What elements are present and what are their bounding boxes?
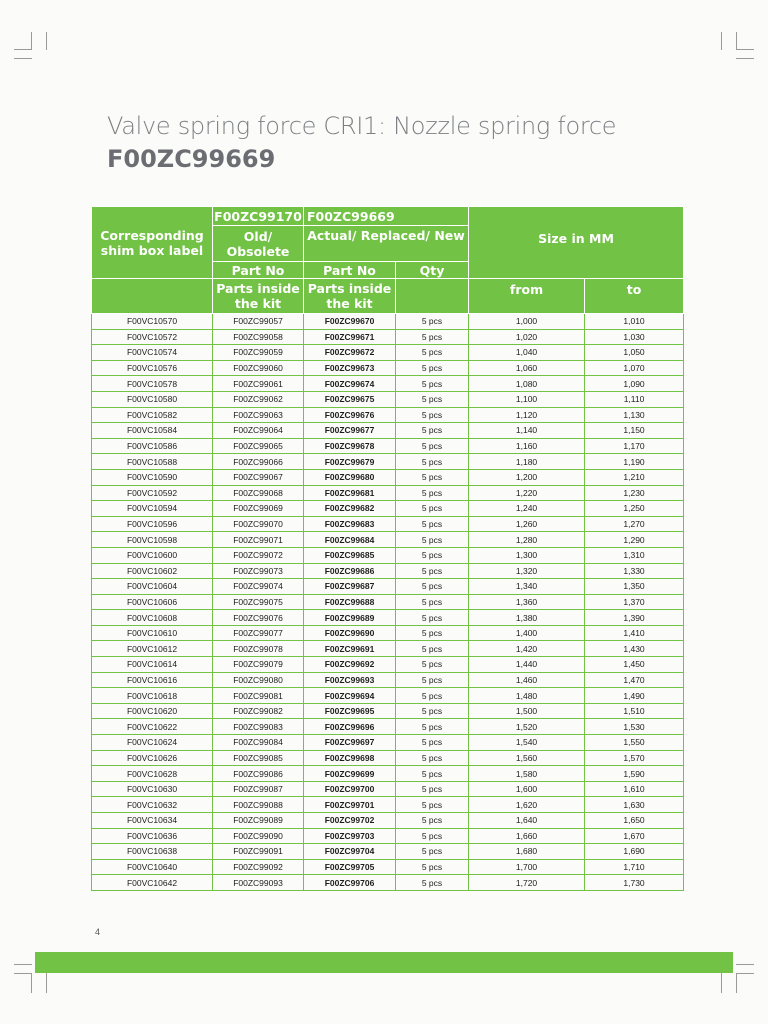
size-from-cell: 1,380 (469, 610, 585, 626)
table-row (92, 859, 684, 875)
qty-cell: 5 pcs (396, 423, 469, 439)
shim-box-label-header: Corresponding shim box label (92, 207, 213, 279)
page-number: 4 (95, 927, 101, 937)
qty-cell: 5 pcs (396, 469, 469, 485)
table-header (92, 207, 684, 314)
old-part-cell: F00ZC99062 (213, 391, 304, 407)
new-part-cell: F00ZC99686 (304, 563, 396, 579)
new-part-cell: F00ZC99687 (304, 579, 396, 595)
table-row (92, 750, 684, 766)
new-part-cell: F00ZC99704 (304, 844, 396, 860)
new-part-cell: F00ZC99703 (304, 828, 396, 844)
size-from-cell: 1,540 (469, 735, 585, 751)
old-part-cell: F00ZC99078 (213, 641, 304, 657)
table-row (92, 672, 684, 688)
qty-cell: 5 pcs (396, 672, 469, 688)
shim-label-cell: F00VC10612 (92, 641, 213, 657)
table-row (92, 735, 684, 751)
size-to-cell: 1,030 (585, 329, 684, 345)
footer-bar (35, 952, 733, 973)
shim-label-cell: F00VC10582 (92, 407, 213, 423)
table-row (92, 329, 684, 345)
size-to-cell: 1,450 (585, 657, 684, 673)
table-row (92, 501, 684, 517)
table-row (92, 376, 684, 392)
size-to-cell: 1,510 (585, 703, 684, 719)
kit-old-number: F00ZC99170 (214, 208, 302, 224)
old-part-cell: F00ZC99087 (213, 781, 304, 797)
shim-label-cell: F00VC10632 (92, 797, 213, 813)
shim-label-cell: F00VC10600 (92, 547, 213, 563)
size-from-cell: 1,220 (469, 485, 585, 501)
shim-label-cell: F00VC10614 (92, 657, 213, 673)
size-from-cell: 1,080 (469, 376, 585, 392)
size-to-cell: 1,130 (585, 407, 684, 423)
qty-cell: 5 pcs (396, 407, 469, 423)
new-part-cell: F00ZC99672 (304, 345, 396, 361)
size-to-cell: 1,010 (585, 314, 684, 330)
qty-cell: 5 pcs (396, 828, 469, 844)
size-to-cell: 1,230 (585, 485, 684, 501)
size-to-cell: 1,350 (585, 579, 684, 595)
qty-cell: 5 pcs (396, 516, 469, 532)
size-from-cell: 1,000 (469, 314, 585, 330)
table-row (92, 532, 684, 548)
table-row (92, 469, 684, 485)
new-part-cell: F00ZC99696 (304, 719, 396, 735)
size-to-cell: 1,150 (585, 423, 684, 439)
size-from-cell: 1,520 (469, 719, 585, 735)
qty-cell: 5 pcs (396, 657, 469, 673)
new-part-cell: F00ZC99690 (304, 625, 396, 641)
old-part-cell: F00ZC99060 (213, 360, 304, 376)
old-part-cell: F00ZC99075 (213, 594, 304, 610)
size-from-cell: 1,340 (469, 579, 585, 595)
size-to-cell: 1,470 (585, 672, 684, 688)
new-part-cell: F00ZC99692 (304, 657, 396, 673)
size-to-cell: 1,410 (585, 625, 684, 641)
size-from-cell: 1,200 (469, 469, 585, 485)
qty-cell: 5 pcs (396, 547, 469, 563)
table-row (92, 797, 684, 813)
qty-cell: 5 pcs (396, 454, 469, 470)
size-from-cell: 1,480 (469, 688, 585, 704)
old-part-cell: F00ZC99064 (213, 423, 304, 439)
size-to-cell: 1,670 (585, 828, 684, 844)
old-part-cell: F00ZC99086 (213, 766, 304, 782)
qty-cell: 5 pcs (396, 501, 469, 517)
table-row (92, 579, 684, 595)
size-to-cell: 1,590 (585, 766, 684, 782)
old-part-cell: F00ZC99090 (213, 828, 304, 844)
size-from-cell: 1,460 (469, 672, 585, 688)
size-to-cell: 1,270 (585, 516, 684, 532)
new-part-cell: F00ZC99702 (304, 813, 396, 829)
old-part-cell: F00ZC99081 (213, 688, 304, 704)
shim-label-cell: F00VC10570 (92, 314, 213, 330)
old-part-cell: F00ZC99065 (213, 438, 304, 454)
new-part-cell: F00ZC99705 (304, 859, 396, 875)
table-row (92, 828, 684, 844)
shim-label-cell: F00VC10594 (92, 501, 213, 517)
shim-label-cell: F00VC10610 (92, 625, 213, 641)
new-part-cell: F00ZC99700 (304, 781, 396, 797)
size-from-cell: 1,140 (469, 423, 585, 439)
size-from-cell: 1,160 (469, 438, 585, 454)
qty-cell: 5 pcs (396, 844, 469, 860)
qty-cell: 5 pcs (396, 719, 469, 735)
size-to-cell: 1,170 (585, 438, 684, 454)
qty-cell: 5 pcs (396, 766, 469, 782)
new-part-cell: F00ZC99682 (304, 501, 396, 517)
qty-cell: 5 pcs (396, 345, 469, 361)
size-to-cell: 1,330 (585, 563, 684, 579)
size-to-cell: 1,430 (585, 641, 684, 657)
qty-cell: 5 pcs (396, 376, 469, 392)
new-part-cell: F00ZC99694 (304, 688, 396, 704)
size-from-cell: 1,720 (469, 875, 585, 891)
shim-label-cell: F00VC10628 (92, 766, 213, 782)
table-body (92, 314, 684, 891)
old-part-cell: F00ZC99092 (213, 859, 304, 875)
size-to-cell: 1,630 (585, 797, 684, 813)
old-part-cell: F00ZC99057 (213, 314, 304, 330)
old-part-cell: F00ZC99070 (213, 516, 304, 532)
size-from-cell: 1,300 (469, 547, 585, 563)
shim-label-cell: F00VC10618 (92, 688, 213, 704)
old-part-cell: F00ZC99085 (213, 750, 304, 766)
old-part-cell: F00ZC99076 (213, 610, 304, 626)
new-part-cell: F00ZC99688 (304, 594, 396, 610)
old-obsolete-header: Old/ Obsolete (213, 226, 304, 262)
qty-cell: 5 pcs (396, 735, 469, 751)
qty-cell: 5 pcs (396, 875, 469, 891)
qty-header-spacer (396, 279, 469, 314)
shim-label-cell: F00VC10642 (92, 875, 213, 891)
part-no-old-header: Part No (213, 262, 304, 279)
shim-label-cell: F00VC10578 (92, 376, 213, 392)
size-from-cell: 1,020 (469, 329, 585, 345)
shim-label-cell: F00VC10616 (92, 672, 213, 688)
old-part-cell: F00ZC99072 (213, 547, 304, 563)
size-to-cell: 1,190 (585, 454, 684, 470)
new-part-cell: F00ZC99671 (304, 329, 396, 345)
size-from-cell: 1,560 (469, 750, 585, 766)
qty-cell: 5 pcs (396, 438, 469, 454)
page-subtitle-part-number: F00ZC99669 (107, 145, 276, 173)
size-to-cell: 1,210 (585, 469, 684, 485)
shim-label-cell: F00VC10574 (92, 345, 213, 361)
shim-label-cell: F00VC10596 (92, 516, 213, 532)
new-part-cell: F00ZC99691 (304, 641, 396, 657)
qty-cell: 5 pcs (396, 859, 469, 875)
parts-inside-new-header: Parts inside the kit (304, 279, 396, 314)
actual-replaced-new-header: Actual/ Replaced/ New (304, 226, 469, 262)
table-row (92, 844, 684, 860)
old-part-cell: F00ZC99079 (213, 657, 304, 673)
new-part-cell: F00ZC99675 (304, 391, 396, 407)
size-to-cell: 1,050 (585, 345, 684, 361)
qty-cell: 5 pcs (396, 688, 469, 704)
size-from-cell: 1,440 (469, 657, 585, 673)
parts-inside-old-header: Parts inside the kit (213, 279, 304, 314)
size-from-cell: 1,640 (469, 813, 585, 829)
size-to-cell: 1,490 (585, 688, 684, 704)
size-from-cell: 1,700 (469, 859, 585, 875)
size-from-cell: 1,040 (469, 345, 585, 361)
old-part-cell: F00ZC99059 (213, 345, 304, 361)
shim-label-cell: F00VC10604 (92, 579, 213, 595)
size-to-cell: 1,370 (585, 594, 684, 610)
new-part-cell: F00ZC99683 (304, 516, 396, 532)
size-to-cell: 1,570 (585, 750, 684, 766)
qty-cell: 5 pcs (396, 750, 469, 766)
from-header: from (469, 279, 585, 314)
table-row (92, 719, 684, 735)
shim-label-cell: F00VC10638 (92, 844, 213, 860)
table-row (92, 657, 684, 673)
qty-cell: 5 pcs (396, 781, 469, 797)
size-to-cell: 1,650 (585, 813, 684, 829)
qty-cell: 5 pcs (396, 391, 469, 407)
old-part-cell: F00ZC99077 (213, 625, 304, 641)
old-part-cell: F00ZC99082 (213, 703, 304, 719)
table-row (92, 594, 684, 610)
shim-header-spacer (92, 279, 213, 314)
size-to-cell: 1,550 (585, 735, 684, 751)
table-row (92, 516, 684, 532)
old-part-cell: F00ZC99071 (213, 532, 304, 548)
table-row (92, 625, 684, 641)
new-part-cell: F00ZC99695 (304, 703, 396, 719)
size-from-cell: 1,320 (469, 563, 585, 579)
old-part-cell: F00ZC99080 (213, 672, 304, 688)
new-part-cell: F00ZC99676 (304, 407, 396, 423)
size-to-cell: 1,070 (585, 360, 684, 376)
size-from-cell: 1,260 (469, 516, 585, 532)
new-part-cell: F00ZC99677 (304, 423, 396, 439)
old-part-cell: F00ZC99058 (213, 329, 304, 345)
shim-label-cell: F00VC10624 (92, 735, 213, 751)
qty-cell: 5 pcs (396, 610, 469, 626)
new-part-cell: F00ZC99674 (304, 376, 396, 392)
size-to-cell: 1,310 (585, 547, 684, 563)
new-part-cell: F00ZC99699 (304, 766, 396, 782)
shim-label-cell: F00VC10580 (92, 391, 213, 407)
new-part-cell: F00ZC99701 (304, 797, 396, 813)
shim-label-cell: F00VC10636 (92, 828, 213, 844)
old-part-cell: F00ZC99089 (213, 813, 304, 829)
table-row (92, 485, 684, 501)
shim-label-cell: F00VC10572 (92, 329, 213, 345)
table-row (92, 360, 684, 376)
qty-cell: 5 pcs (396, 485, 469, 501)
shim-label-cell: F00VC10626 (92, 750, 213, 766)
new-part-cell: F00ZC99673 (304, 360, 396, 376)
size-in-mm-header: Size in MM (469, 207, 684, 279)
size-from-cell: 1,360 (469, 594, 585, 610)
size-from-cell: 1,500 (469, 703, 585, 719)
new-part-cell: F00ZC99679 (304, 454, 396, 470)
size-from-cell: 1,420 (469, 641, 585, 657)
size-to-cell: 1,390 (585, 610, 684, 626)
new-part-cell: F00ZC99693 (304, 672, 396, 688)
table-row (92, 641, 684, 657)
shim-label-cell: F00VC10622 (92, 719, 213, 735)
old-part-cell: F00ZC99074 (213, 579, 304, 595)
size-from-cell: 1,580 (469, 766, 585, 782)
new-part-cell: F00ZC99681 (304, 485, 396, 501)
old-part-cell: F00ZC99068 (213, 485, 304, 501)
spring-force-table (91, 206, 684, 891)
size-from-cell: 1,280 (469, 532, 585, 548)
qty-cell: 5 pcs (396, 594, 469, 610)
shim-label-cell: F00VC10598 (92, 532, 213, 548)
old-part-cell: F00ZC99067 (213, 469, 304, 485)
shim-label-cell: F00VC10640 (92, 859, 213, 875)
size-to-cell: 1,710 (585, 859, 684, 875)
size-to-cell: 1,110 (585, 391, 684, 407)
old-part-cell: F00ZC99069 (213, 501, 304, 517)
table-row (92, 438, 684, 454)
size-to-cell: 1,250 (585, 501, 684, 517)
qty-cell: 5 pcs (396, 314, 469, 330)
table-row (92, 547, 684, 563)
qty-cell: 5 pcs (396, 813, 469, 829)
qty-cell: 5 pcs (396, 625, 469, 641)
qty-cell: 5 pcs (396, 703, 469, 719)
table-row (92, 610, 684, 626)
shim-label-cell: F00VC10608 (92, 610, 213, 626)
new-part-cell: F00ZC99685 (304, 547, 396, 563)
size-to-cell: 1,090 (585, 376, 684, 392)
qty-cell: 5 pcs (396, 329, 469, 345)
qty-header: Qty (396, 262, 469, 279)
shim-label-cell: F00VC10620 (92, 703, 213, 719)
page-title: Valve spring force CRI1: Nozzle spring force (107, 112, 617, 140)
table-row (92, 454, 684, 470)
table-row (92, 314, 684, 330)
new-part-cell: F00ZC99684 (304, 532, 396, 548)
new-part-cell: F00ZC99698 (304, 750, 396, 766)
size-from-cell: 1,240 (469, 501, 585, 517)
shim-label-cell: F00VC10586 (92, 438, 213, 454)
old-part-cell: F00ZC99084 (213, 735, 304, 751)
table-row (92, 391, 684, 407)
qty-cell: 5 pcs (396, 563, 469, 579)
size-to-cell: 1,530 (585, 719, 684, 735)
size-to-cell: 1,290 (585, 532, 684, 548)
old-part-cell: F00ZC99083 (213, 719, 304, 735)
size-to-cell: 1,610 (585, 781, 684, 797)
shim-label-cell: F00VC10590 (92, 469, 213, 485)
size-from-cell: 1,120 (469, 407, 585, 423)
size-from-cell: 1,620 (469, 797, 585, 813)
qty-cell: 5 pcs (396, 360, 469, 376)
new-part-cell: F00ZC99670 (304, 314, 396, 330)
qty-cell: 5 pcs (396, 532, 469, 548)
table-row (92, 766, 684, 782)
size-from-cell: 1,400 (469, 625, 585, 641)
size-from-cell: 1,600 (469, 781, 585, 797)
to-header: to (585, 279, 684, 314)
table-row (92, 875, 684, 891)
old-part-cell: F00ZC99088 (213, 797, 304, 813)
new-part-cell: F00ZC99678 (304, 438, 396, 454)
table-row (92, 781, 684, 797)
old-part-cell: F00ZC99091 (213, 844, 304, 860)
size-from-cell: 1,060 (469, 360, 585, 376)
qty-cell: 5 pcs (396, 641, 469, 657)
old-part-cell: F00ZC99063 (213, 407, 304, 423)
shim-label-cell: F00VC10602 (92, 563, 213, 579)
size-from-cell: 1,100 (469, 391, 585, 407)
size-from-cell: 1,180 (469, 454, 585, 470)
table-row (92, 407, 684, 423)
qty-cell: 5 pcs (396, 797, 469, 813)
old-part-cell: F00ZC99073 (213, 563, 304, 579)
new-part-cell: F00ZC99689 (304, 610, 396, 626)
old-part-cell: F00ZC99066 (213, 454, 304, 470)
table-row (92, 563, 684, 579)
table-row (92, 423, 684, 439)
new-part-cell: F00ZC99697 (304, 735, 396, 751)
shim-label-cell: F00VC10634 (92, 813, 213, 829)
size-to-cell: 1,690 (585, 844, 684, 860)
shim-label-cell: F00VC10592 (92, 485, 213, 501)
qty-cell: 5 pcs (396, 579, 469, 595)
kit-new-number: F00ZC99669 (304, 207, 469, 226)
size-from-cell: 1,660 (469, 828, 585, 844)
size-from-cell: 1,680 (469, 844, 585, 860)
new-part-cell: F00ZC99680 (304, 469, 396, 485)
shim-label-cell: F00VC10584 (92, 423, 213, 439)
size-to-cell: 1,730 (585, 875, 684, 891)
shim-label-cell: F00VC10576 (92, 360, 213, 376)
table-row (92, 688, 684, 704)
new-part-cell: F00ZC99706 (304, 875, 396, 891)
table-row (92, 703, 684, 719)
shim-label-cell: F00VC10630 (92, 781, 213, 797)
old-part-cell: F00ZC99093 (213, 875, 304, 891)
shim-label-cell: F00VC10606 (92, 594, 213, 610)
shim-label-cell: F00VC10588 (92, 454, 213, 470)
part-no-new-header: Part No (304, 262, 396, 279)
old-part-cell: F00ZC99061 (213, 376, 304, 392)
table-row (92, 345, 684, 361)
table-row (92, 813, 684, 829)
